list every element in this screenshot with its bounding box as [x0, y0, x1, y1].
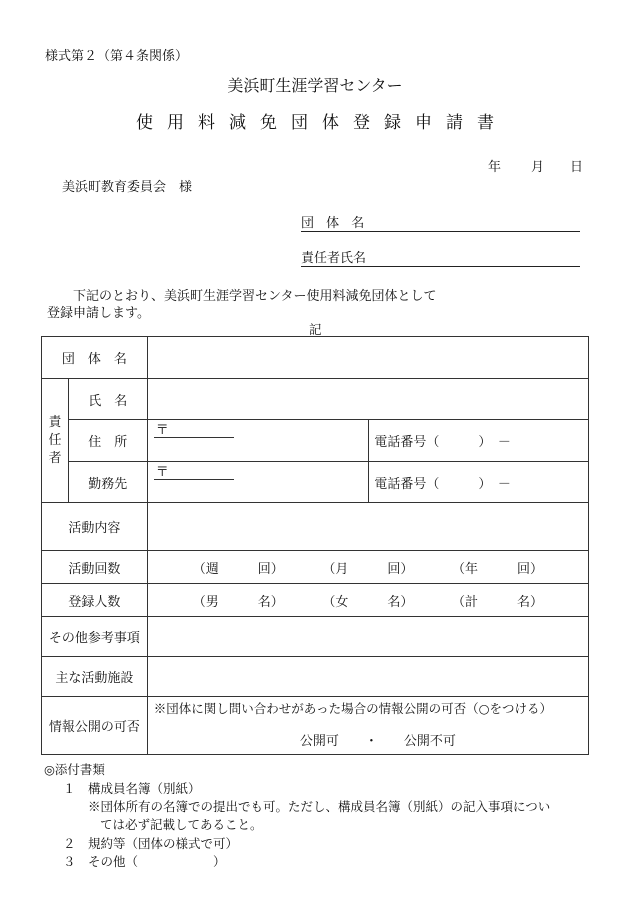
workplace-cell[interactable]: [147, 462, 369, 503]
date-year-label: 年: [488, 160, 502, 175]
applicant-responsible-field[interactable]: [301, 247, 580, 267]
attachment-2: 規約等（団体の様式で可）: [88, 836, 239, 851]
address-cell[interactable]: [147, 420, 369, 462]
members-label: 登録人数: [42, 584, 148, 617]
responsible-label: 責任者: [42, 379, 69, 503]
name-label: 氏 名: [68, 379, 147, 420]
attachment-1: 構成員名簿（別紙）: [88, 781, 201, 796]
name-cell[interactable]: [147, 379, 588, 420]
disclosure-label: 情報公開の可否: [42, 697, 148, 755]
date-day-label: 日: [570, 160, 584, 175]
row-main-facility: [42, 657, 589, 697]
row-workplace: [42, 462, 589, 503]
members-male: （男 名）: [192, 594, 284, 610]
address-phone-cell[interactable]: [369, 420, 589, 462]
row-address: [42, 420, 589, 462]
intro-line-1: 下記のとおり、美浜町生涯学習センター使用料減免団体として: [73, 289, 437, 304]
attachment-1-number: １: [63, 781, 76, 796]
members-total: （計 名）: [451, 594, 543, 610]
attachment-1-note-2: ては必ず記載してあること。: [100, 817, 263, 832]
address-phone-label: 電話番号（ ） －: [374, 435, 511, 450]
main-facility-label: 主な活動施設: [42, 657, 148, 697]
workplace-label: 勤務先: [68, 462, 147, 503]
count-week: （週 回）: [192, 561, 284, 577]
application-table: [41, 336, 589, 755]
disclosure-options[interactable]: 公開可 ・ 公開不可: [299, 734, 456, 749]
disclosure-note: ※団体に関し問い合わせがあった場合の情報公開の可否（○をつける）: [153, 701, 552, 716]
workplace-phone-cell[interactable]: [369, 462, 589, 503]
activity-content-cell[interactable]: [147, 503, 588, 551]
page-title: 使用料減免団体登録申請書: [136, 113, 508, 133]
attachment-3-number: ３: [63, 854, 76, 869]
row-activity-count: [42, 551, 589, 584]
other-notes-label: その他参考事項: [42, 617, 148, 657]
other-notes-cell[interactable]: [147, 617, 588, 657]
intro-line-2: 登録申請します。: [47, 306, 150, 321]
addressee: 美浜町教育委員会 様: [62, 180, 193, 195]
applicant-responsible-label: 責任者氏名: [301, 251, 367, 266]
date-month-label: 月: [531, 160, 545, 175]
attachments-heading: ◎添付書類: [44, 762, 105, 777]
postal-mark-workplace: 〒: [154, 467, 234, 480]
activity-content-label: 活動内容: [42, 503, 148, 551]
members-female: （女 名）: [322, 594, 414, 610]
row-group-name: [42, 337, 589, 379]
row-disclosure: [42, 697, 589, 755]
count-year: （年 回）: [451, 561, 543, 577]
disclosure-cell[interactable]: [147, 697, 588, 755]
count-month: （月 回）: [322, 561, 414, 577]
address-label: 住 所: [68, 420, 147, 462]
attachment-2-number: ２: [63, 836, 76, 851]
attachment-3: その他（ ）: [88, 854, 226, 869]
attachment-1-note-1: ※団体所有の名簿での提出でも可。ただし、構成員名簿（別紙）の記入事項につい: [88, 799, 551, 814]
row-activity-content: [42, 503, 589, 551]
workplace-phone-label: 電話番号（ ） －: [374, 476, 511, 492]
applicant-group-name-field[interactable]: [301, 212, 580, 232]
activity-count-label: 活動回数: [42, 551, 148, 584]
activity-count-cell[interactable]: [147, 551, 588, 584]
applicant-group-name-label: 団 体 名: [301, 216, 369, 231]
ki-mark: 記: [309, 322, 322, 337]
main-facility-cell[interactable]: [147, 657, 588, 697]
postal-mark-address: 〒: [154, 425, 234, 438]
row-members: [42, 584, 589, 617]
row-other-notes: [42, 617, 589, 657]
title-facility: 美浜町生涯学習センター: [227, 76, 403, 95]
group-name-label: 団 体 名: [42, 337, 148, 379]
group-name-cell[interactable]: [147, 337, 588, 379]
row-responsible-name: [42, 379, 589, 420]
form-reference: 様式第２（第４条関係）: [45, 49, 189, 64]
members-cell[interactable]: [147, 584, 588, 617]
